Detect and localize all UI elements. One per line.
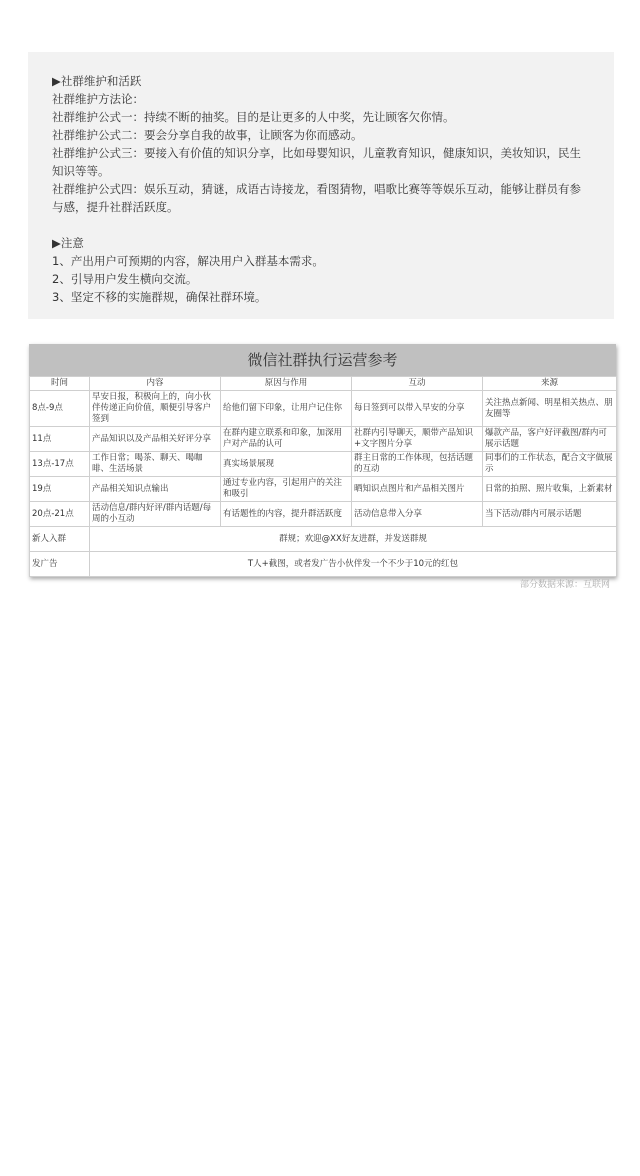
cell-interaction: 活动信息带入分享 xyxy=(352,502,483,527)
attention-title: ▶注意 xyxy=(52,236,84,250)
cell-reason: 有话题性的内容，提升群活跃度 xyxy=(221,502,352,527)
header-cell: 原因与作用 xyxy=(221,377,352,391)
cell-reason: 真实场景展现 xyxy=(221,452,352,477)
cell-content: 工作日常；喝茶、聊天、喝咖啡、生活场景 xyxy=(90,452,221,477)
header-cell: 来源 xyxy=(483,377,617,391)
table-row xyxy=(30,391,617,427)
cell-time: 11点 xyxy=(30,427,90,452)
formula-2: 社群维护公式二：要会分享自我的故事，让顾客为你而感动。 xyxy=(52,128,363,142)
cell-rule: T人+截图，或者发广告小伙伴发一个不少于10元的红包 xyxy=(90,552,617,577)
table-title: 微信社群执行运营参考 xyxy=(29,344,616,376)
cell-source: 同事们的工作状态，配合文字做展示 xyxy=(483,452,617,477)
source-note: 部分数据来源：互联网 xyxy=(519,580,610,590)
cell-content: 产品知识以及产品相关好评分享 xyxy=(90,427,221,452)
formula-4: 社群维护公式四：娱乐互动，猜谜，成语古诗接龙，看图猜物，唱歌比赛等等娱乐互动，能够让群员有参与感，提升社群活跃度。 xyxy=(52,182,581,214)
maintain-title: ▶社群维护和活跃 xyxy=(52,74,142,88)
notes-panel xyxy=(28,52,614,319)
header-cell: 互动 xyxy=(352,377,483,391)
table-row xyxy=(30,452,617,477)
formula-3: 社群维护公式三：要接入有价值的知识分享，比如母婴知识，儿童教育知识，健康知识，美妆知识，民生知识等等。 xyxy=(52,146,581,178)
table-row-ads xyxy=(30,552,617,577)
cell-reason: 通过专业内容，引起用户的关注和吸引 xyxy=(221,477,352,502)
cell-source: 日常的拍照、照片收集，上新素材 xyxy=(483,477,617,502)
spacer xyxy=(52,216,590,234)
cell-content: 活动信息/群内好评/群内话题/每周的小互动 xyxy=(90,502,221,527)
cell-content: 产品相关知识点输出 xyxy=(90,477,221,502)
attention-item: 1、产出用户可预期的内容，解决用户入群基本需求。 xyxy=(52,254,324,268)
formula-1: 社群维护公式一：持续不断的抽奖。目的是让更多的人中奖，先让顾客欠你情。 xyxy=(52,110,455,124)
header-cell: 内容 xyxy=(90,377,221,391)
cell-reason: 在群内建立联系和印象，加深用户对产品的认可 xyxy=(221,427,352,452)
cell-source: 当下活动/群内可展示话题 xyxy=(483,502,617,527)
cell-interaction: 每日签到可以带入早安的分享 xyxy=(352,391,483,427)
cell-time: 8点-9点 xyxy=(30,391,90,427)
cell-time: 13点-17点 xyxy=(30,452,90,477)
attention-item: 2、引导用户发生横向交流。 xyxy=(52,272,198,286)
cell-source: 爆款产品，客户好评截图/群内可展示话题 xyxy=(483,427,617,452)
table-row xyxy=(30,427,617,452)
cell-source: 关注热点新闻、明星相关热点、朋友圈等 xyxy=(483,391,617,427)
table-row xyxy=(30,502,617,527)
cell-time: 20点-21点 xyxy=(30,502,90,527)
attention-item: 3、坚定不移的实施群规，确保社群环境。 xyxy=(52,290,267,304)
cell-time: 19点 xyxy=(30,477,90,502)
cell-interaction: 晒知识点图片和产品相关图片 xyxy=(352,477,483,502)
method-title: 社群维护方法论： xyxy=(52,92,144,106)
cell-interaction: 群主日常的工作体现，包括话题的互动 xyxy=(352,452,483,477)
cell-reason: 给他们留下印象，让用户记住你 xyxy=(221,391,352,427)
cell-label: 发广告 xyxy=(30,552,90,577)
operations-table-card xyxy=(29,344,616,577)
cell-label: 新人入群 xyxy=(30,527,90,552)
table-header-row xyxy=(30,377,617,391)
table-row xyxy=(30,477,617,502)
operations-table xyxy=(29,376,617,577)
cell-rule: 群规；欢迎@XX好友进群，并发送群规 xyxy=(90,527,617,552)
table-row-newcomer xyxy=(30,527,617,552)
cell-content: 早安日报，积极向上的，向小伙伴传递正向价值，顺便引导客户签到 xyxy=(90,391,221,427)
cell-interaction: 社群内引导聊天，顺带产品知识+文字图片分享 xyxy=(352,427,483,452)
header-cell: 时间 xyxy=(30,377,90,391)
